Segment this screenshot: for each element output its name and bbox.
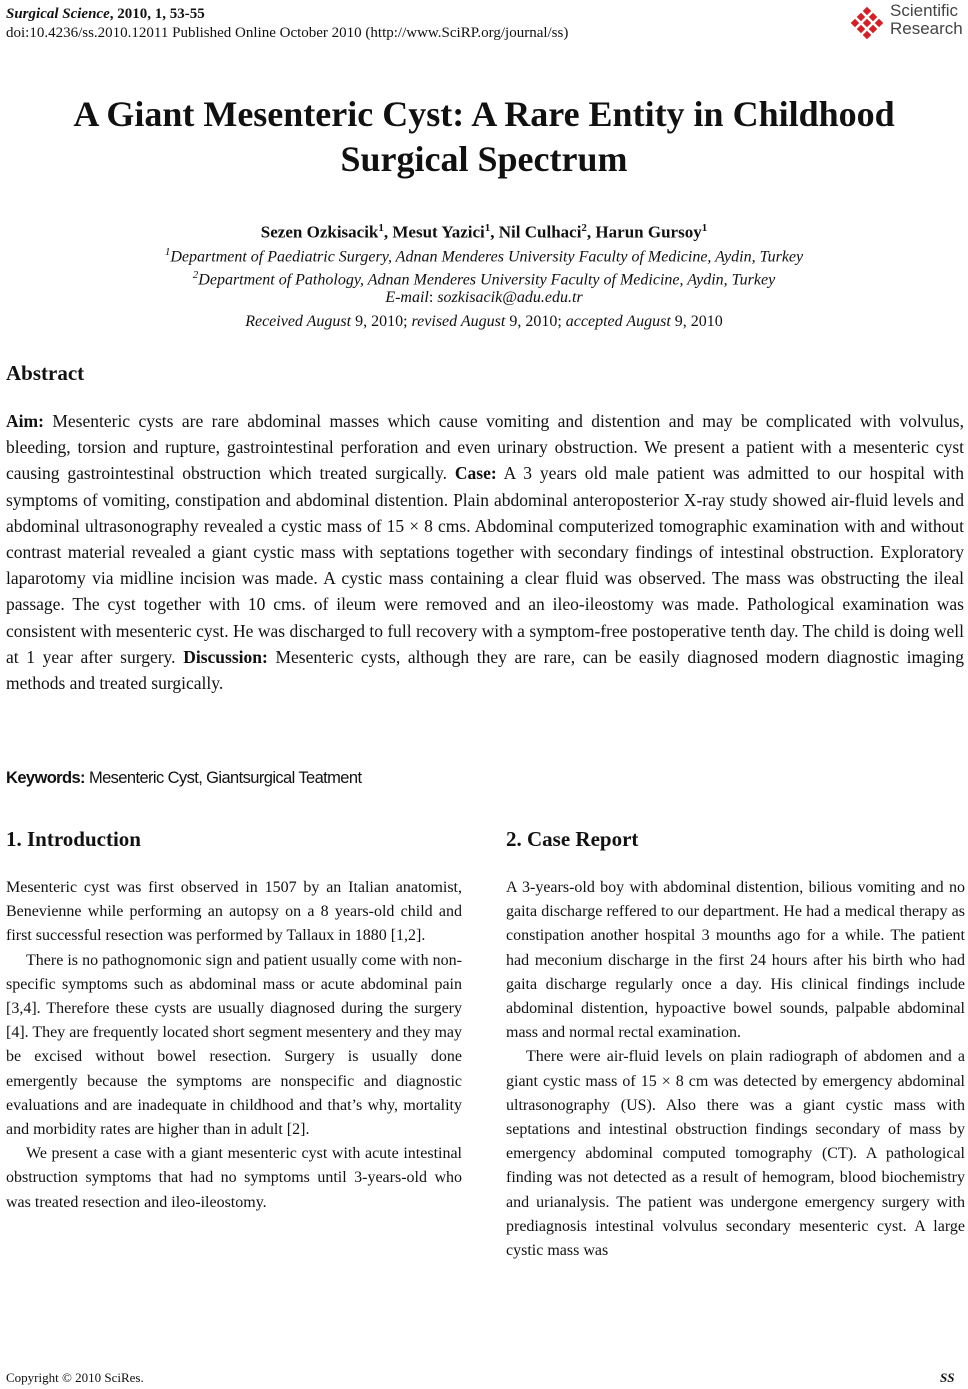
paragraph: There were air-fluid levels on plain radiograph of abdomen and a giant cystic mass of 15 × 8 cm was detected by emergency abdominal ultrasonography (US). Also there was a giant cystic mass with septations and intestinal obstruction findings secondary of mass by emergency abdominal computed tomography (CT). A pathological finding was not detected as a result of hemogram, blood biochemistry and urianalysis. The patient was undergone emergency surgery with prediagnosis intestinal volvulus secondary mesenteric cyst. A large cystic mass was xyxy=(506,1048,965,1260)
case-report-body xyxy=(506,876,965,1263)
abstract-heading: Abstract xyxy=(6,361,85,385)
logo-wordmark xyxy=(890,2,963,38)
doi-line: doi:10.4236/ss.2010.12011 Published Online October 2010 (http://www.SciRP.org/journal/ss) xyxy=(6,25,569,41)
revised-date: 9, 2010; xyxy=(509,313,562,330)
footer-journal-abbr: SS xyxy=(940,1370,955,1385)
footer-copyright: Copyright © 2010 SciRes. xyxy=(6,1370,144,1385)
journal-citation xyxy=(6,5,205,23)
author-name: Nil Culhaci xyxy=(498,222,582,242)
discussion-label: Discussion: xyxy=(183,646,268,667)
email-label: E-mail xyxy=(385,289,429,306)
received-label: Received August xyxy=(245,313,352,330)
scientific-research-logo-icon xyxy=(848,6,888,40)
received-dates xyxy=(0,311,968,333)
email-address: sozkisacik@adu.edu.tr xyxy=(437,289,583,306)
case-report-heading: 2. Case Report xyxy=(506,827,639,851)
affiliation-sup: 1 xyxy=(164,246,171,258)
accepted-label: accepted August xyxy=(565,313,671,330)
author-name: Mesut Yazici xyxy=(392,222,485,242)
case-label: Case: xyxy=(454,463,497,484)
author-list: Sezen Ozkisacik$^1$, Mesut Yazici$^1$, Nil Culhaci$^2$, Harun Gursoy$^1$ xyxy=(260,222,708,242)
publisher-logo xyxy=(848,2,966,46)
affiliation-sup: 2 xyxy=(192,269,199,281)
journal-volume: , 2010, 1, 53-55 xyxy=(109,6,205,22)
author-sup: 1 xyxy=(484,222,491,234)
accepted-date: 9, 2010 xyxy=(674,313,723,330)
author-sup: 1 xyxy=(378,222,384,234)
aim-text: Mesenteric cysts are rare abdominal masses which cause vomiting and distention and may be complicated with volvulus, bleeding, torsion and rupture, gastrointestinal perforation and even urinary obstruction. We present a patient with a mesenteric cyst causing gastrointestinal obstruction which treated surgically. xyxy=(6,411,964,484)
email-line: E-mail: sozkisacik@adu.edu.tr xyxy=(385,289,583,306)
affiliation-text: Department of Pathology, Adnan Menderes University Faculty of Medicine, Aydin, Turkey xyxy=(198,271,776,289)
keywords-line xyxy=(6,767,361,789)
paper-title xyxy=(0,92,968,182)
introduction-body xyxy=(6,876,462,1215)
title-line2: Surgical Spectrum xyxy=(340,139,628,179)
journal-name: Surgical Science xyxy=(6,6,110,22)
keywords-label: Keywords: xyxy=(6,769,85,787)
logo-line1: Scientific xyxy=(890,1,959,20)
received-date: 9, 2010; xyxy=(355,313,408,330)
introduction-heading: 1. Introduction xyxy=(6,827,141,851)
author-sup: 2 xyxy=(581,222,587,234)
affiliation-text: Department of Paediatric Surgery, Adnan Menderes University Faculty of Medicine, Aydin, Turkey xyxy=(170,248,804,266)
logo-line2: Research xyxy=(890,19,963,38)
discussion-text: Mesenteric cysts, although they are rare, can be easily diagnosed modern diagnostic imaging methods and treated surgically. xyxy=(6,646,964,694)
paragraph: A 3-years-old boy with abdominal distention, bilious vomiting and no gaita discharge reffered to our department. He had a medical therapy as constipation another hospital 3 mounths ago for a while. The patient had meconium discharge in the first 24 hours after his birth who had gaita discharge regularly once a day. His clinical findings include abdominal distention, hypoactive bowel sounds, palpable abdominal mass and normal rectal examination. xyxy=(506,879,965,1042)
paragraph: We present a case with a giant mesenteric cyst with acute intestinal obstruction symptoms that had no symptoms until 3-years-old who was treated resection and ileo-ileostomy. xyxy=(6,1145,462,1211)
author-sup: 1 xyxy=(701,222,708,234)
aim-label: Aim: xyxy=(6,411,44,431)
revised-label: revised August xyxy=(411,313,506,330)
abstract-body xyxy=(6,408,964,696)
author-name: Sezen Ozkisacik xyxy=(260,222,379,242)
keywords-text: Mesenteric Cyst, Giantsurgical Teatment xyxy=(88,769,362,787)
author-name: Harun Gursoy xyxy=(595,222,702,242)
title-line1: A Giant Mesenteric Cyst: A Rare Entity in Childhood xyxy=(73,94,895,134)
case-text: A 3 years old male patient was admitted to our hospital with symptoms of vomiting, constipation and abdominal distention. Plain abdominal anteroposterior X-ray study showed air-fluid levels and abdominal ultrasonography revealed a cystic mass of 15 × 8 cms. Abdominal computerized tomographic examination with and without contrast material revealed a giant cystic mass with septations together with secondary findings of intestinal obstruction. Exploratory laparotomy via midline incision was made. A cystic mass containing a clear fluid was observed. The mass was obstructing the ileal passage. The cyst together with 10 cms. of ileum were removed and an ileo-ileostomy was made. Pathological examination was consistent with mesenteric cyst. He was discharged to full recovery with a symptom-free postoperative tenth day. The child is doing well at 1 year after surgery. xyxy=(6,463,964,667)
paragraph: Mesenteric cyst was first observed in 1507 by an Italian anatomist, Benevienne while performing an autopsy on a 8 years-old child and first successful resection was performed by Tallaux in 1880 [1,2]. xyxy=(6,879,462,945)
paragraph: There is no pathognomonic sign and patient usually come with non-specific symptoms such as abdominal mass or acute abdominal pain [3,4]. Therefore these cysts are usually diagnosed during the surgery [4]. They are frequently located short segment mesentery and they may be excised without bowel resection. Surgery is usually done emergently because the symptoms are nonspecific and diagnostic evaluations and are inadequate in childhood and that’s why, mortality and morbidity rates are higher than in adult [2]. xyxy=(6,951,462,1139)
